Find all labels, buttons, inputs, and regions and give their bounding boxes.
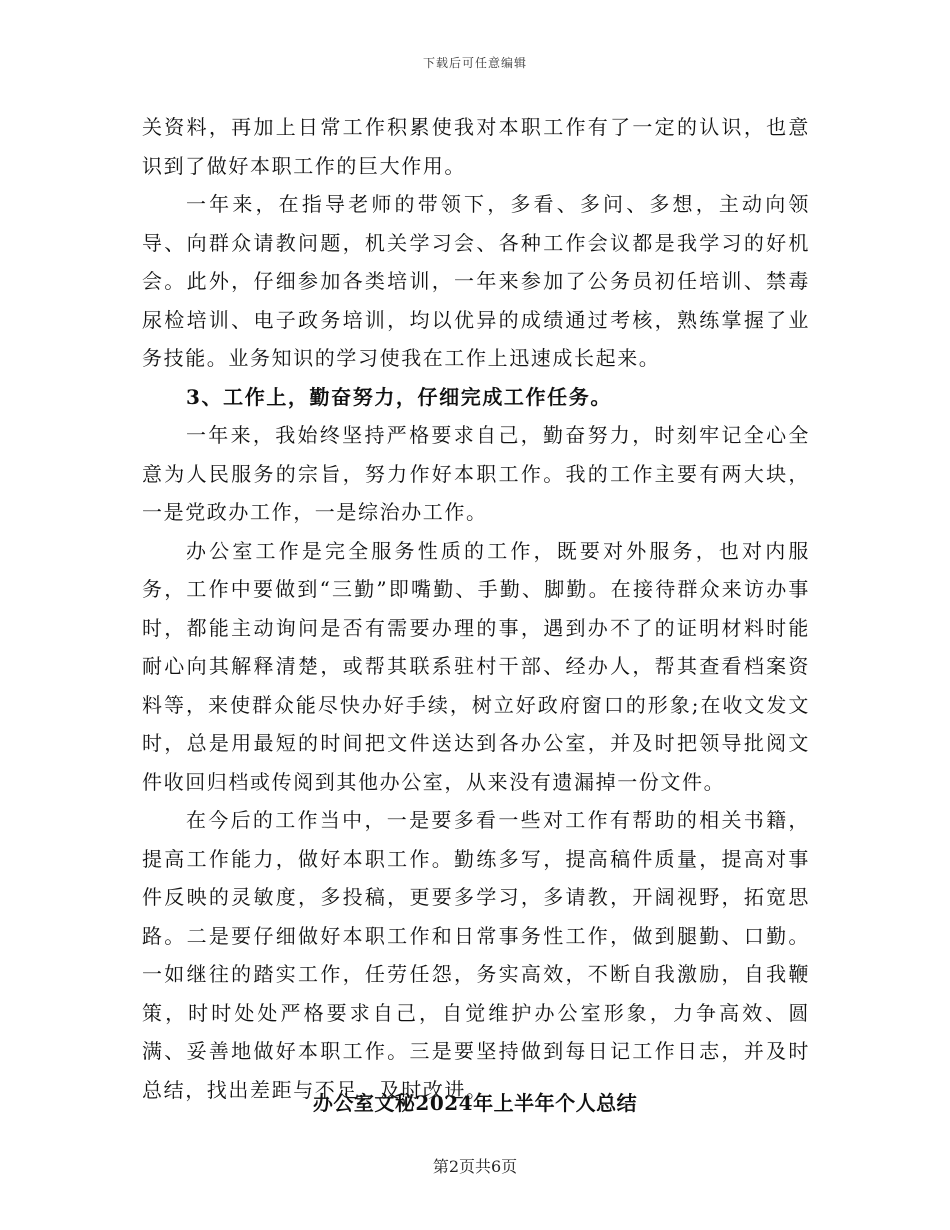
document-body [142, 108, 810, 1109]
paragraph-work-duties: 一年来，我始终坚持严格要求自己，勤奋努力，时刻牢记全心全意为人民服务的宗旨，努力作好本职工作。我的工作主要有两大块，一是党政办工作，一是综治办工作。 [142, 423, 810, 524]
document-title: 办公室文秘2024年上半年个人总结 [312, 1091, 638, 1115]
page-footer: 第2页共6页 [432, 1157, 518, 1176]
page-header: 下载后可任意编辑 [422, 56, 527, 70]
paragraph-continued: 关资料，再加上日常工作积累使我对本职工作有了一定的认识，也意识到了做好本职工作的巨大作用。 [142, 115, 810, 178]
paragraph-future-plans: 在今后的工作当中，一是要多看一些对工作有帮助的相关书籍，提高工作能力，做好本职工作。勤练多写，提高稿件质量，提高对事件反映的灵敏度，多投稿，更要多学习，多请教，开阔视野，拓宽思路。二是要仔细做好本职工作和日常事务性工作，做到腿勤、口勤。一如继往的踏实工作，任劳任怨，务实高效，不断自我激励，自我鞭策，时时处处严格要求自己，自觉维护办公室形象，力争高效、圆满、妥善地做好本职工作。三是要坚持做到每日记工作日志，并及时总结，找出差距与不足，及时改进。 [142, 808, 810, 1102]
paragraph-office-work: 办公室工作是完全服务性质的工作，既要对外服务，也对内服务，工作中要做到“三勤”即嘴勤、手勤、脚勤。在接待群众来访办事时，都能主动询问是否有需要办理的事，遇到办不了的证明材料时能耐心向其解释清楚，或帮其联系驻村干部、经办人，帮其查看档案资料等，来使群众能尽快办好手续，树立好政府窗口的形象;在收文发文时，总是用最短的时间把文件送达到各办公室，并及时把领导批阅文件收回归档或传阅到其他办公室，从来没有遗漏掉一份文件。 [142, 538, 810, 794]
section-heading: 3、工作上，勤奋努力，仔细完成工作任务。 [186, 384, 612, 409]
paragraph-study: 一年来，在指导老师的带领下，多看、多问、多想，主动向领导、向群众请教问题，机关学习会、各种工作会议都是我学习的好机会。此外，仔细参加各类培训，一年来参加了公务员初任培训、禁毒尿检培训、电子政务培训，均以优异的成绩通过考核，熟练掌握了业务技能。业务知识的学习使我在工作上迅速成长起来。 [142, 192, 810, 370]
